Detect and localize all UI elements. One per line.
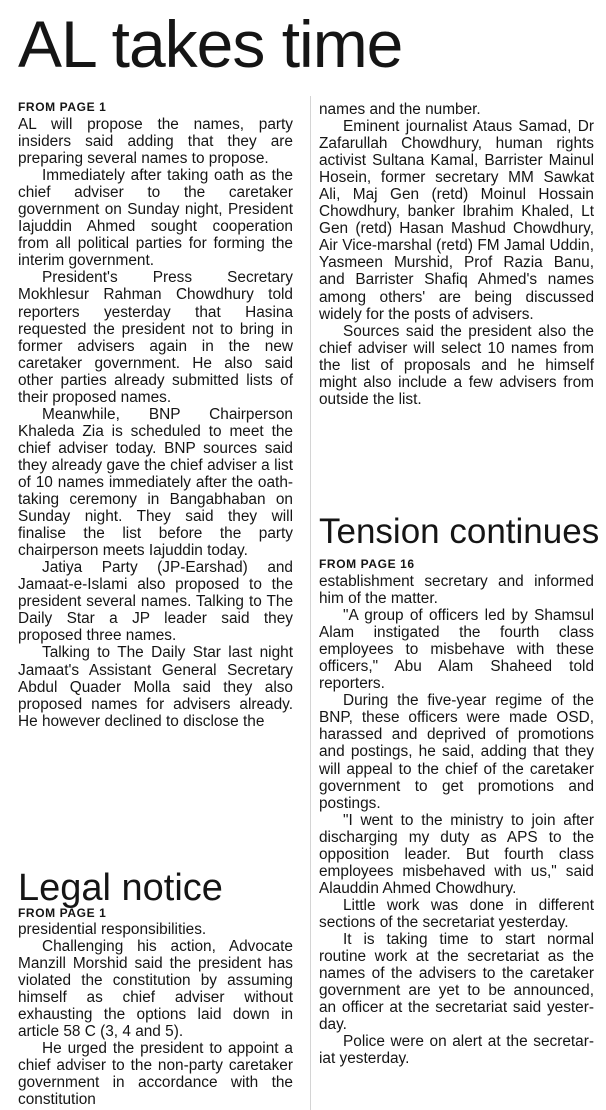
article-kicker-from-page-16: FROM PAGE 16 xyxy=(319,557,415,571)
paragraph: Meanwhile, BNP Chairperson Khaleda Zia is scheduled to meet the chief adviser today. BNP sources said they already gave the chief adviser a list of 10 names immediately after the oath-taking ceremony in Bangabhaban on Sunday night. They said they will finalise the list before the party chairperson meets Iajuddin today. xyxy=(18,405,293,560)
paragraph: "I went to the ministry to join after discharging my duty as APS to the opposition leader. But fourth class employees misbehaved with us," said Alauddin Ahmed Chowdhury. xyxy=(319,811,594,897)
paragraph: names and the number. xyxy=(319,101,481,118)
paragraph: Sources said the president also the chief adviser will select 10 names from the list of proposals and he himself might also include a few advisers from outside the list. xyxy=(319,322,594,408)
paragraph: Eminent journalist Ataus Samad, Dr Zafarullah Chowdhury, human rights activist Sultana Kamal, Barrister Mainul Hosein, former secretary MM Sawkat Ali, Maj Gen (retd) Moinul Hossain Chowdhury, banker Ibrahim Khaled, Lt Gen (retd) Hasan Mashud Chowdhury, Air Vice-marshal (retd) FM Jamal Uddin, Yasmeen Murshid, Prof Razia Banu, and Barrister Shafiq Ahmed's names among others' are being discussed widely for the posts of advisers. xyxy=(319,118,594,323)
article-al-column-1 xyxy=(18,116,293,730)
article-kicker-from-page-1: FROM PAGE 1 xyxy=(18,906,107,920)
paragraph: During the five-year regime of the BNP, these officers were made OSD, harassed and deprived of promotions and postings, he said, adding that they will appeal to the chief of the caretaker government to get promotions and postings. xyxy=(319,692,594,812)
paragraph: President's Press Secretary Mokhlesur Rahman Chowdhury told reporters yesterday that Hasina requested the president not to bring in former advisers again in the new caretaker government. He also said other parties already submitted lists of their proposed names. xyxy=(18,269,293,406)
paragraph: presidential responsibilities. xyxy=(18,921,207,938)
paragraph: Immediately after taking oath as the chief adviser to the caretaker government on Sunday night, President Iajuddin Ahmed sought cooperation from all political parties for forming the interim government. xyxy=(18,167,293,270)
paragraph: AL will propose the names, party insiders said adding that they are preparing several names to propose. xyxy=(18,116,293,168)
paragraph: Jatiya Party (JP-Earshad) and Jamaat-e-Islami also proposed to the president several names. Talking to The Daily Star a JP leader said they proposed three names. xyxy=(18,559,293,645)
paragraph: establishment secretary and informed him of the matter. xyxy=(319,573,594,608)
paragraph: Challenging his action, Advocate Manzill Morshid said the president has violated the constitution by assuming himself as chief adviser without exhausting the options laid down in article 58 C (3, 4 and 5). xyxy=(18,938,293,1041)
article-al-column-2 xyxy=(319,101,594,408)
paragraph: "A group of officers led by Shamsul Alam instigated the fourth class employees to misbehave with these officers," Abu Alam Shaheed told reporters. xyxy=(319,607,594,693)
column-divider xyxy=(310,96,311,1110)
paragraph: Talking to The Daily Star last night Jamaat's Assistant General Secretary Abdul Quader Molla said they also proposed names for advisers already. He however declined to disclose the xyxy=(18,644,293,730)
paragraph: Police were on alert at the secretar-iat yesterday. xyxy=(319,1033,594,1068)
paragraph: He urged the president to appoint a chief adviser to the non-party caretaker government in accordance with the constitution xyxy=(18,1040,293,1109)
article-headline-al-takes-time: AL takes time xyxy=(18,7,403,81)
paragraph: It is taking time to start normal routine work at the secretariat as the names of the advisers to the caretaker government are yet to be announced, an officer at the secretariat said yester-day. xyxy=(319,930,594,1034)
paragraph: Little work was done in different sections of the secretariat yesterday. xyxy=(319,896,594,931)
article-headline-tension-continues: Tension continues xyxy=(319,512,600,551)
article-legal-notice-body xyxy=(18,921,293,1109)
article-kicker-from-page-1: FROM PAGE 1 xyxy=(18,100,107,114)
article-tension-body xyxy=(319,573,594,1067)
article-headline-legal-notice: Legal notice xyxy=(18,867,223,909)
